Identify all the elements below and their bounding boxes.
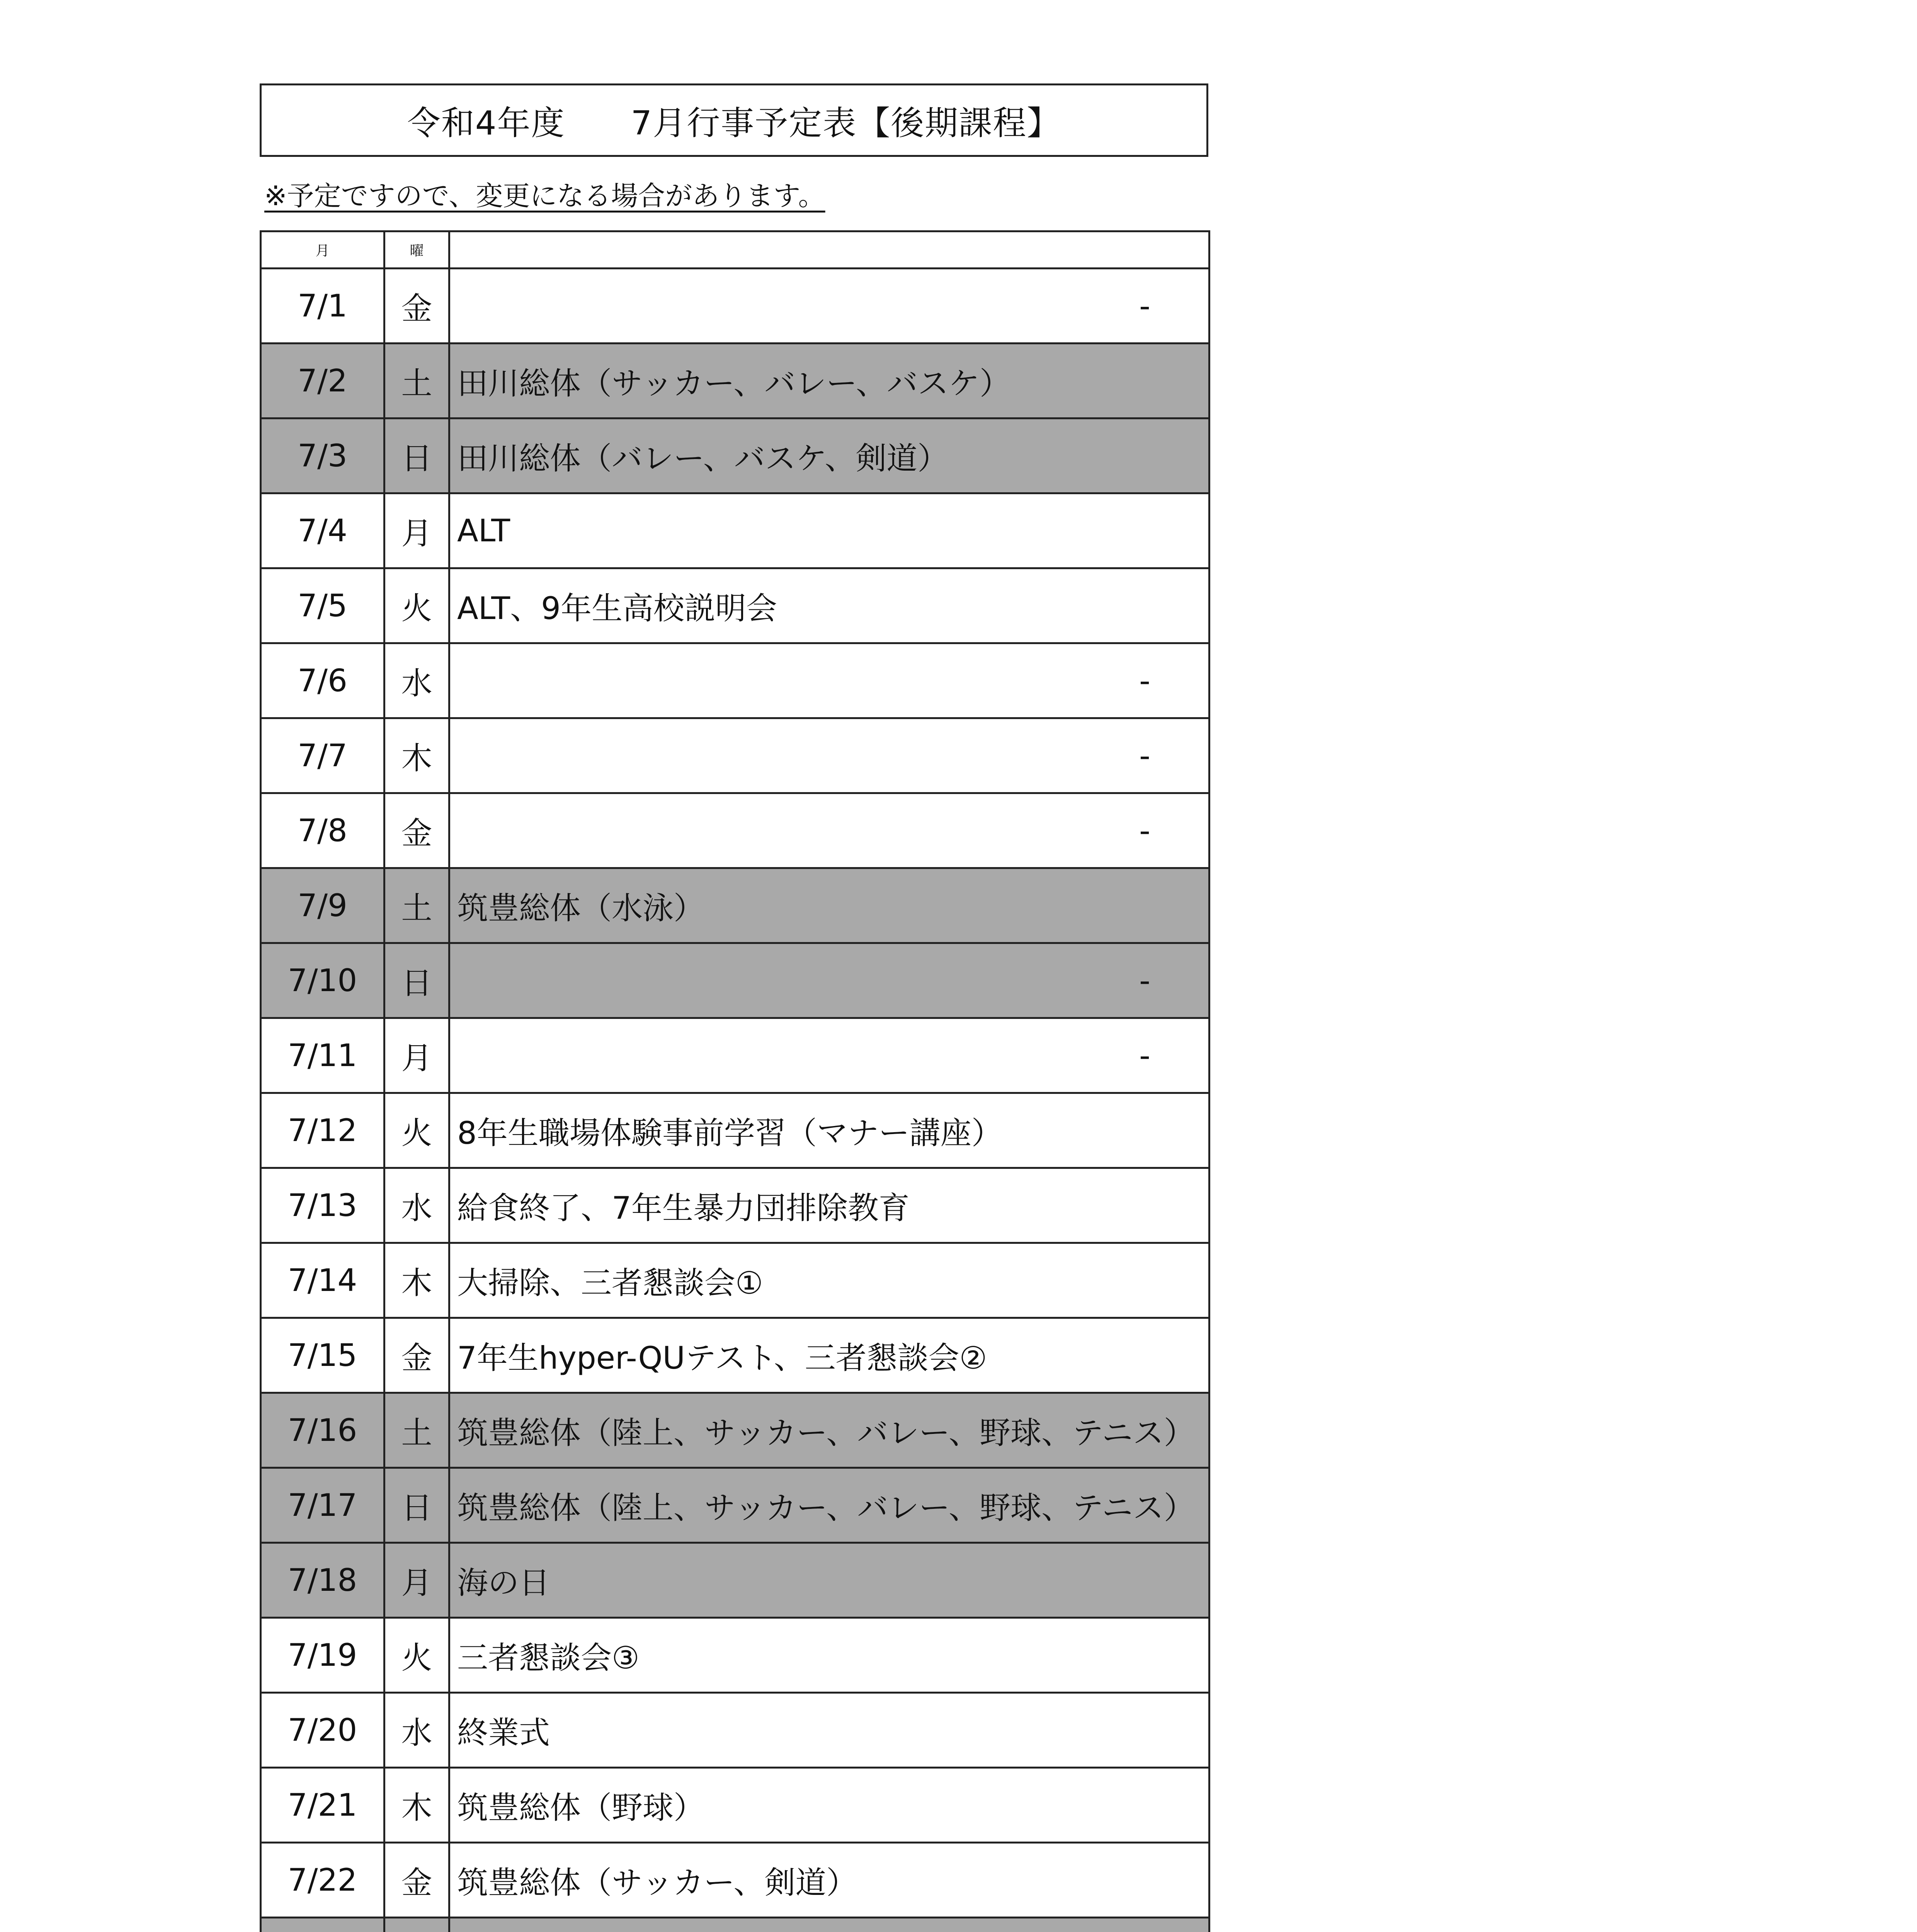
table-row [261,718,1209,793]
event-text: 筑豊総体（陸上、サッカー、バレー、野球、テニス） [457,1490,1195,1526]
table-row [261,1693,1209,1768]
weekday-cell: 火 [384,1618,449,1693]
no-event-mark: - [1139,288,1150,324]
schedule-sheet [260,83,1208,1932]
weekday-cell: 木 [384,718,449,793]
weekday-cell: 金 [384,793,449,868]
date-cell: 7/18 [261,1543,384,1618]
no-event-mark: - [1139,738,1150,774]
title-main: 7月行事予定表【後期課程】 [631,104,1061,143]
date-cell: 7/12 [261,1093,384,1168]
header-month: 月 [261,231,384,269]
event-text: 筑豊総体（野球） [457,1790,704,1826]
event-text: 海の日 [457,1565,550,1601]
no-event-mark: - [1139,663,1150,699]
weekday-cell: 火 [384,1093,449,1168]
date-cell: 7/16 [261,1393,384,1468]
table-row [261,344,1209,418]
event-cell [449,718,1209,793]
table-row [261,1168,1209,1243]
event-text: 給食終了、7年生暴力団排除教育 [457,1190,910,1226]
table-row [261,1243,1209,1318]
schedule-table [260,230,1210,1932]
date-cell: 7/1 [261,269,384,344]
event-cell [449,1843,1209,1918]
weekday-cell: 金 [384,1318,449,1393]
event-cell [449,1243,1209,1318]
date-cell: 7/17 [261,1468,384,1543]
date-cell: 7/11 [261,1018,384,1093]
no-event-mark: - [1139,963,1150,998]
event-cell [449,1918,1209,1932]
event-cell [449,568,1209,643]
weekday-cell: 日 [384,943,449,1018]
no-event-mark: - [1139,1037,1150,1073]
schedule-body [261,269,1209,1932]
weekday-cell: 火 [384,568,449,643]
event-text: 筑豊総体（水泳） [457,890,704,926]
event-text: ALT、9年生高校説明会 [457,590,777,626]
table-row [261,1393,1209,1468]
no-event-mark: - [1139,813,1150,849]
event-cell [449,418,1209,493]
table-row [261,1843,1209,1918]
weekday-cell: 木 [384,1243,449,1318]
date-cell: 7/10 [261,943,384,1018]
weekday-cell: 月 [384,493,449,568]
date-cell: 7/3 [261,418,384,493]
table-row [261,1093,1209,1168]
date-cell: 7/2 [261,344,384,418]
table-row [261,1543,1209,1618]
event-text: 7年生hyper-QUテスト、三者懇談会② [457,1340,987,1376]
date-cell: 7/20 [261,1693,384,1768]
weekday-cell: 金 [384,269,449,344]
date-cell: 7/21 [261,1768,384,1843]
date-cell: 7/13 [261,1168,384,1243]
date-cell [261,1918,384,1932]
event-cell [449,269,1209,344]
event-text: 終業式 [457,1715,550,1751]
event-text: ALT [457,513,510,549]
event-cell [449,1318,1209,1393]
event-cell [449,793,1209,868]
weekday-cell: 土 [384,868,449,943]
weekday-cell: 木 [384,1768,449,1843]
event-cell [449,1618,1209,1693]
event-cell [449,344,1209,418]
event-cell [449,493,1209,568]
table-row [261,1918,1209,1932]
event-text: 筑豊総体（陸上、サッカー、バレー、野球、テニス） [457,1415,1195,1451]
table-row [261,418,1209,493]
schedule-note: ※予定ですので、変更になる場合があります。 [264,180,825,212]
event-cell [449,868,1209,943]
weekday-cell: 水 [384,1168,449,1243]
table-header-row [261,231,1209,269]
event-cell [449,1768,1209,1843]
table-row [261,1618,1209,1693]
event-cell [449,1093,1209,1168]
date-cell: 7/4 [261,493,384,568]
event-cell [449,1168,1209,1243]
date-cell: 7/22 [261,1843,384,1918]
event-text: 大掃除、三者懇談会① [457,1265,763,1301]
event-cell [449,1393,1209,1468]
weekday-cell: 月 [384,1018,449,1093]
weekday-cell: 土 [384,344,449,418]
event-text: 三者懇談会③ [457,1640,640,1676]
table-row [261,643,1209,718]
table-row [261,1768,1209,1843]
weekday-cell: 日 [384,1468,449,1543]
table-row [261,943,1209,1018]
title-year: 令和4年度 [407,104,565,143]
header-weekday: 曜 [384,231,449,269]
date-cell: 7/7 [261,718,384,793]
weekday-cell: 日 [384,418,449,493]
weekday-cell [384,1918,449,1932]
weekday-cell: 金 [384,1843,449,1918]
event-cell [449,643,1209,718]
date-cell: 7/9 [261,868,384,943]
table-row [261,793,1209,868]
event-text: 田川総体（バレー、バスケ、剣道） [457,440,949,476]
weekday-cell: 月 [384,1543,449,1618]
header-event [449,231,1209,269]
date-cell: 7/19 [261,1618,384,1693]
date-cell: 7/14 [261,1243,384,1318]
event-cell [449,943,1209,1018]
event-text: 筑豊総体（サッカー、剣道） [457,1865,857,1901]
date-cell: 7/8 [261,793,384,868]
table-row [261,269,1209,344]
event-cell [449,1543,1209,1618]
table-row [261,568,1209,643]
table-row [261,1468,1209,1543]
date-cell: 7/15 [261,1318,384,1393]
weekday-cell: 土 [384,1393,449,1468]
event-text: 8年生職場体験事前学習（マナー講座） [457,1115,1002,1151]
event-cell [449,1468,1209,1543]
table-row [261,868,1209,943]
event-text: 田川総体（サッカー、バレー、バスケ） [457,366,1010,401]
table-row [261,1318,1209,1393]
event-cell [449,1018,1209,1093]
page-title [260,83,1208,157]
event-cell [449,1693,1209,1768]
table-row [261,1018,1209,1093]
date-cell: 7/5 [261,568,384,643]
weekday-cell: 水 [384,1693,449,1768]
weekday-cell: 水 [384,643,449,718]
table-row [261,493,1209,568]
date-cell: 7/6 [261,643,384,718]
